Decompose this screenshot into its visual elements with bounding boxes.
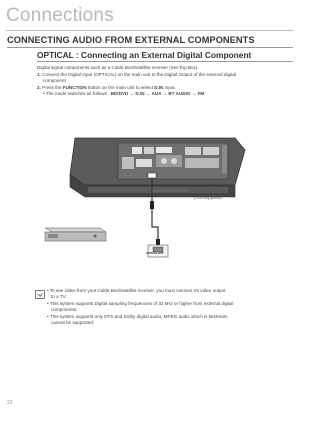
note-text: This system supports only DTS and Dolby digital audio, MPEG audio which is bitstream	[49, 314, 228, 319]
bullet-dot: •	[47, 314, 50, 319]
section-divider	[7, 47, 293, 48]
bullet-dot: •	[47, 288, 50, 293]
page-number: 22	[7, 400, 13, 406]
note-icon	[35, 290, 45, 299]
main-unit-rear-panel	[70, 138, 245, 185]
step-text-mid: button on the main unit to select	[86, 85, 155, 90]
cable-sub-label: (not supplied)	[194, 195, 222, 200]
set-top-box	[45, 228, 106, 241]
sub-title: OPTICAL : Connecting an External Digital Component	[37, 50, 252, 60]
bullet-dot: •	[47, 301, 50, 306]
section-title: CONNECTING AUDIO FROM EXTERNAL COMPONENTS	[7, 35, 255, 45]
step-number: 2.	[37, 85, 41, 90]
step-text-pre: Press the	[42, 85, 63, 90]
note-2-continued: components.	[51, 307, 78, 312]
chapter-title: Connections	[6, 5, 114, 26]
bullet-dot: •	[43, 91, 46, 96]
mode-sequence	[43, 91, 293, 97]
optical-out-port	[148, 245, 168, 257]
din-key-label: D.IN	[154, 85, 164, 90]
note-1-continued: to a TV.	[51, 294, 67, 299]
note-text: To see video from your Cable Box/Satellite receiver, you must connect it's video output	[49, 288, 226, 293]
note-text: This system supports Digital sampling frequencies of 32 kHz or higher from external digital	[49, 301, 234, 306]
cable-label: Optical Cable	[190, 188, 222, 194]
chapter-divider	[6, 30, 294, 31]
step-1-continued: component.	[43, 78, 68, 83]
note-3-continued: cannot be supported.	[51, 320, 95, 325]
optical-out-label: OPTICAL OUT	[146, 252, 164, 255]
function-key-label: FUNCTION	[62, 85, 87, 90]
step-text: Connect the Digital Input (OPTICAL) on the main unit to the Digital Output of the external digital	[42, 72, 236, 77]
mode-sequence-values: BD/DVD → D.IN → AUX → BT AUDIO → FM	[110, 91, 205, 96]
mode-sequence-intro: The mode switches as follows :	[45, 91, 111, 96]
spacer	[148, 117, 192, 119]
intro-text: Digital signal components such as a Cable Box/Satellite receiver (Set-Top Box).	[37, 65, 199, 70]
step-text-post: input.	[163, 85, 176, 90]
sub-divider	[37, 61, 293, 62]
step-number: 1.	[37, 72, 41, 77]
